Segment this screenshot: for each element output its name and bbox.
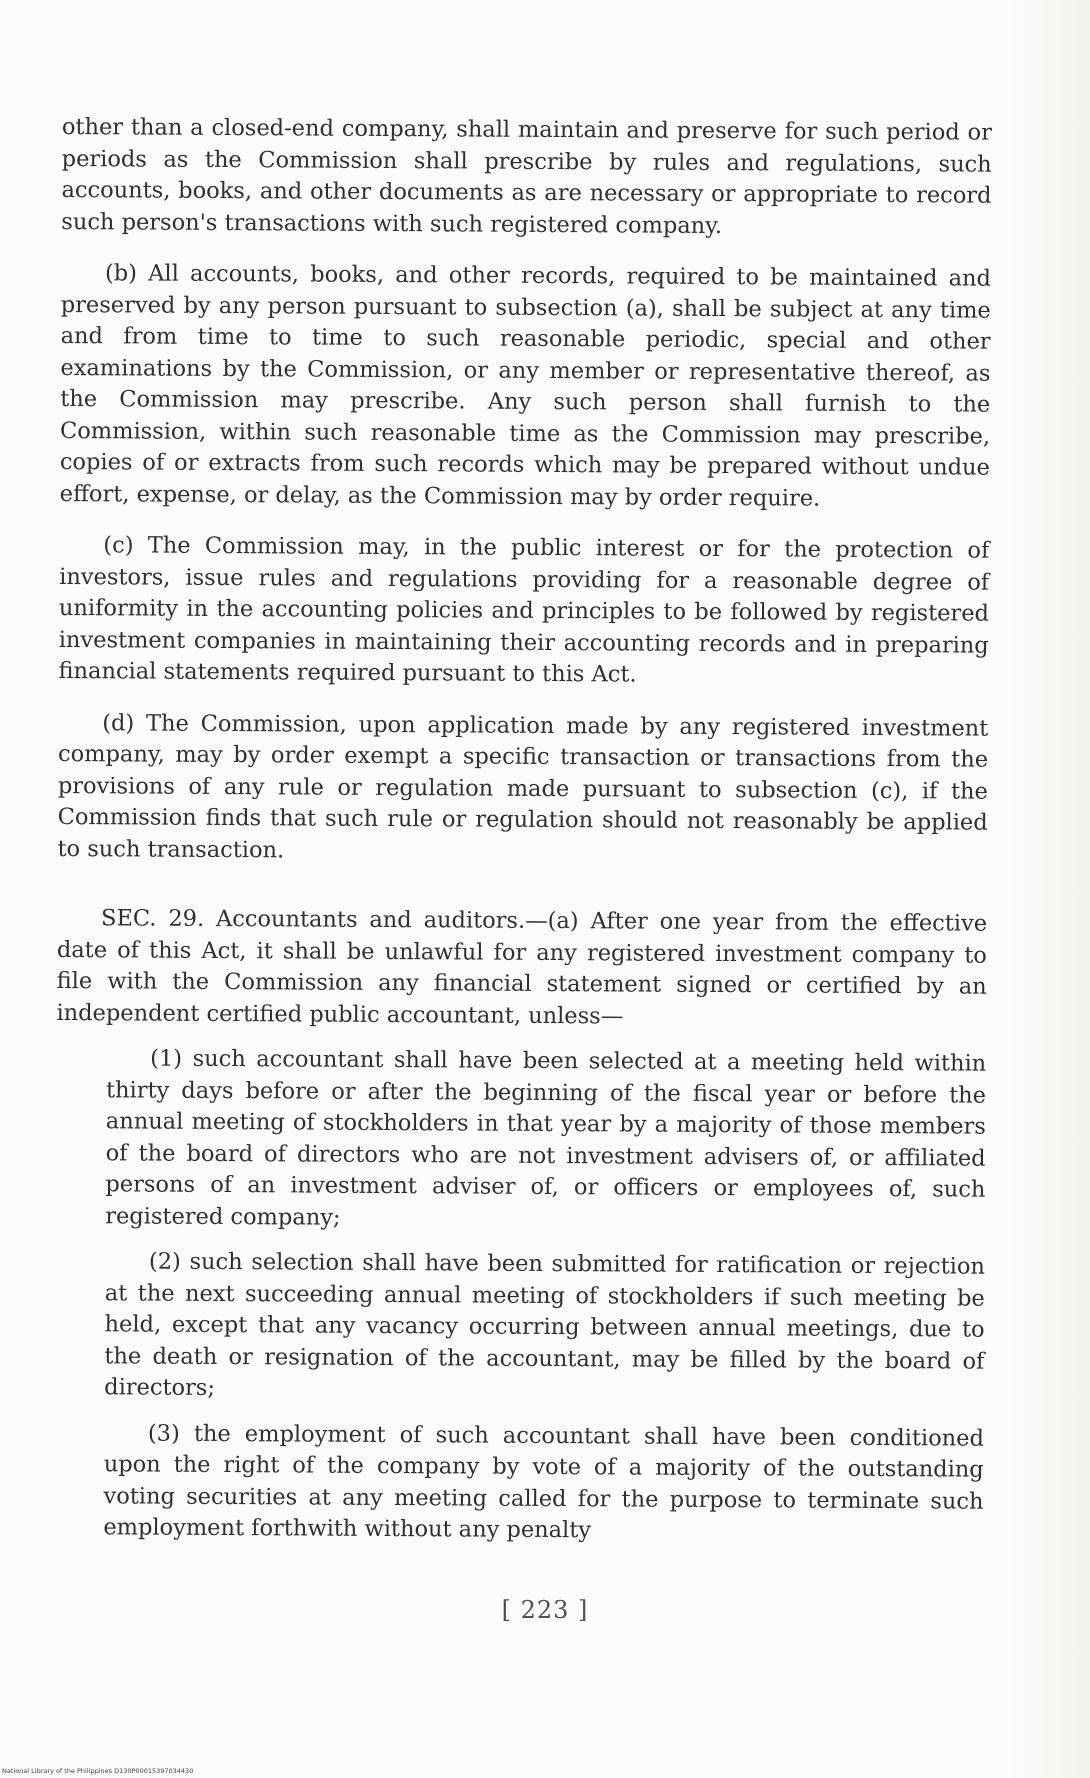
list-item-2: (2) such selection shall have been submitted for ratification or rejection at the next succeeding annual meeting of stockholders if such meeting be held, except that any vacancy occurring between annual meetings, due to the death or resignation of the accountant, may be filled by the board of directors; [104, 1248, 986, 1401]
page-body-text [53, 112, 992, 1549]
page-number: [ 223 ] [501, 1596, 589, 1624]
scan-source-credit: National Library of the Philippines D130P00015397034430 [2, 1767, 194, 1775]
list-item-1: (1) such accountant shall have been selected at a meeting held within thirty days before or after the beginning of the fiscal year or before the annual meeting of stockholders in that year by a majority of those members of the board of directors who are not investment advisers of, or affiliated persons of an investment adviser of, or officers or employees of, such registered company; [105, 1045, 987, 1231]
list-item-3: (3) the employment of such accountant shall have been conditioned upon the right of the company by vote of a majority of the outstanding voting securities at any meeting called for the purpose to terminate such employment forthwith without any penalty [103, 1420, 984, 1544]
paragraph-subsection-c: (c) The Commission may, in the public interest or for the protection of investors, issue rules and regulations providing for a reasonable degree of uniformity in the accounting policies and principles to be followed by registered investment companies in maintaining their accounting records and in preparing financial statements required pursuant to this Act. [58, 532, 990, 688]
scan-edge-shading [1010, 0, 1090, 1778]
paragraph-subsection-d: (d) The Commission, upon application made by any registered investment company, may by order exempt a specific transaction or transactions from the provisions of any rule or regulation made pursuant to subsection (c), if the Commission finds that such rule or regulation should not reasonably be applied to such transaction. [57, 709, 989, 863]
paragraph-section-29: SEC. 29. Accountants and auditors.—(a) After one year from the effective date of this Act, it shall be unlawful for any registered investment company to file with the Commission any financial statement signed or certified by an independent certified public accountant, unless— [56, 905, 988, 1029]
paragraph-subsection-b: (b) All accounts, books, and other records, required to be maintained and preserved by any person pursuant to subsection (a), shall be subject at any time and from time to time to such reasonable periodic, special and other examinations by the Commission, or any member or representative thereof, as the Commission may prescribe. Any such person shall furnish to the Commission, within such reasonable time as the Commission may prescribe, copies of or extracts from such records which may be prepared without undue effort, expense, or delay, as the Commission may by order require. [59, 260, 992, 512]
paragraph-continuation: other than a closed-end company, shall maintain and preserve for such period or periods as the Commission shall prescribe by rules and regulations, such accounts, books, and other documents as are necessary or appropriate to record such person's transactions with such registered company. [61, 113, 992, 239]
